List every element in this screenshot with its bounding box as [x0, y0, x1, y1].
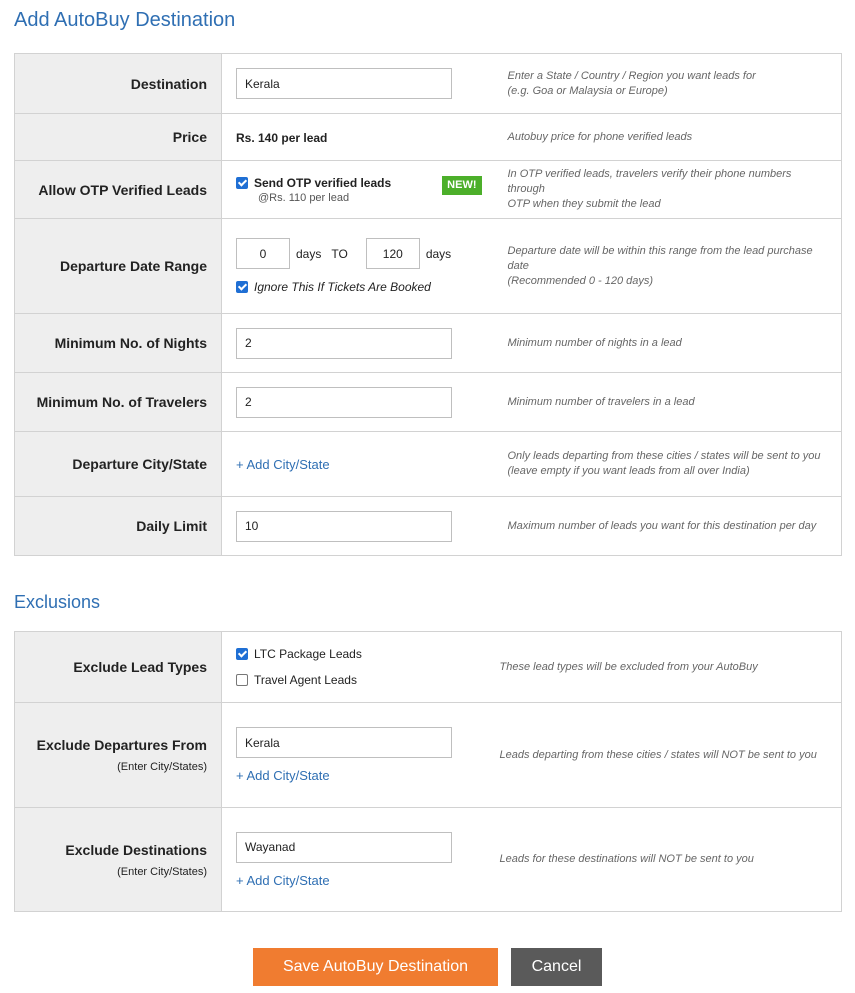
row-departure-range — [15, 219, 842, 314]
exclude-departures-help: Leads departing from these cities / states will NOT be sent to you — [486, 703, 842, 808]
ignore-booked-checkbox[interactable] — [236, 281, 248, 293]
otp-price-note: @Rs. 110 per lead — [258, 191, 350, 204]
exclude-destinations-input[interactable]: Wayanad — [236, 832, 452, 863]
add-departure-city-link[interactable]: + Add City/State — [236, 456, 330, 472]
min-nights-help: Minimum number of nights in a lead — [494, 314, 842, 373]
page-title: Add AutoBuy Destination — [14, 9, 236, 31]
new-badge: NEW! — [442, 176, 481, 195]
departure-to-input[interactable]: 120 — [366, 238, 420, 269]
otp-checkbox-label: Send OTP verified leads — [254, 175, 392, 190]
row-departure-city — [15, 432, 842, 497]
price-label: Price — [15, 114, 222, 161]
to-unit: days — [425, 246, 452, 261]
row-min-nights — [15, 314, 842, 373]
departure-city-label: Departure City/State — [15, 432, 222, 497]
row-exclude-lead-types — [15, 632, 842, 703]
exclude-destinations-sub: (Enter City/States) — [117, 865, 207, 878]
daily-limit-label: Daily Limit — [15, 497, 222, 556]
travel-agent-checkbox[interactable] — [236, 674, 248, 686]
row-destination — [15, 54, 842, 114]
exclude-lead-types-label: Exclude Lead Types — [15, 632, 222, 703]
range-separator: TO — [331, 246, 348, 261]
otp-label: Allow OTP Verified Leads — [15, 161, 222, 219]
daily-limit-input[interactable]: 10 — [236, 511, 452, 542]
exclude-departures-add-link[interactable]: + Add City/State — [236, 768, 330, 783]
row-exclude-departures — [15, 703, 842, 808]
row-min-travelers — [15, 373, 842, 432]
destination-input[interactable]: Kerala — [236, 68, 452, 99]
cancel-button[interactable]: Cancel — [511, 948, 602, 986]
exclude-destinations-help: Leads for these destinations will NOT be sent to you — [486, 808, 842, 912]
exclude-departures-label: Exclude Departures From (Enter City/States) — [15, 703, 222, 808]
min-nights-label: Minimum No. of Nights — [15, 314, 222, 373]
departure-city-help: Only leads departing from these cities / states will be sent to you (leave empty if you want leads from all over India) — [494, 432, 842, 497]
destination-label: Destination — [15, 54, 222, 114]
min-travelers-label: Minimum No. of Travelers — [15, 373, 222, 432]
ignore-booked-label: Ignore This If Tickets Are Booked — [254, 280, 431, 294]
exclude-destinations-add-link[interactable]: + Add City/State — [236, 872, 330, 888]
save-autobuy-button[interactable]: Save AutoBuy Destination — [253, 948, 498, 986]
exclusions-table — [14, 631, 842, 912]
price-help: Autobuy price for phone verified leads — [494, 114, 842, 161]
row-exclude-destinations — [15, 808, 842, 912]
ltc-package-label: LTC Package Leads — [254, 647, 362, 661]
row-daily-limit — [15, 497, 842, 556]
from-unit: days — [296, 246, 322, 261]
destination-form-table — [14, 53, 842, 556]
departure-range-help: Departure date will be within this range from the lead purchase date (Recommended 0 - 120 days) — [494, 219, 842, 314]
departure-range-label: Departure Date Range — [15, 219, 222, 314]
travel-agent-label: Travel Agent Leads — [254, 673, 357, 687]
otp-checkbox[interactable] — [236, 177, 248, 189]
row-price — [15, 114, 842, 161]
row-otp — [15, 161, 842, 219]
otp-help: In OTP verified leads, travelers verify their phone numbers through OTP when they submit the lead — [494, 161, 842, 219]
exclude-departures-sub: (Enter City/States) — [117, 761, 207, 773]
ltc-package-checkbox[interactable] — [236, 648, 248, 660]
departure-from-input[interactable]: 0 — [236, 238, 290, 269]
min-travelers-input[interactable]: 2 — [236, 387, 452, 418]
price-value: Rs. 140 per lead — [236, 130, 328, 145]
daily-limit-help: Maximum number of leads you want for this destination per day — [494, 497, 842, 556]
exclude-departures-input[interactable]: Kerala — [236, 727, 452, 758]
destination-help: Enter a State / Country / Region you want leads for (e.g. Goa or Malaysia or Europe) — [494, 54, 842, 114]
min-travelers-help: Minimum number of travelers in a lead — [494, 373, 842, 432]
exclude-lead-types-help: These lead types will be excluded from your AutoBuy — [486, 632, 842, 703]
exclusions-title: Exclusions — [14, 592, 101, 612]
exclude-destinations-label: Exclude Destinations (Enter City/States) — [15, 808, 222, 912]
min-nights-input[interactable]: 2 — [236, 328, 452, 359]
